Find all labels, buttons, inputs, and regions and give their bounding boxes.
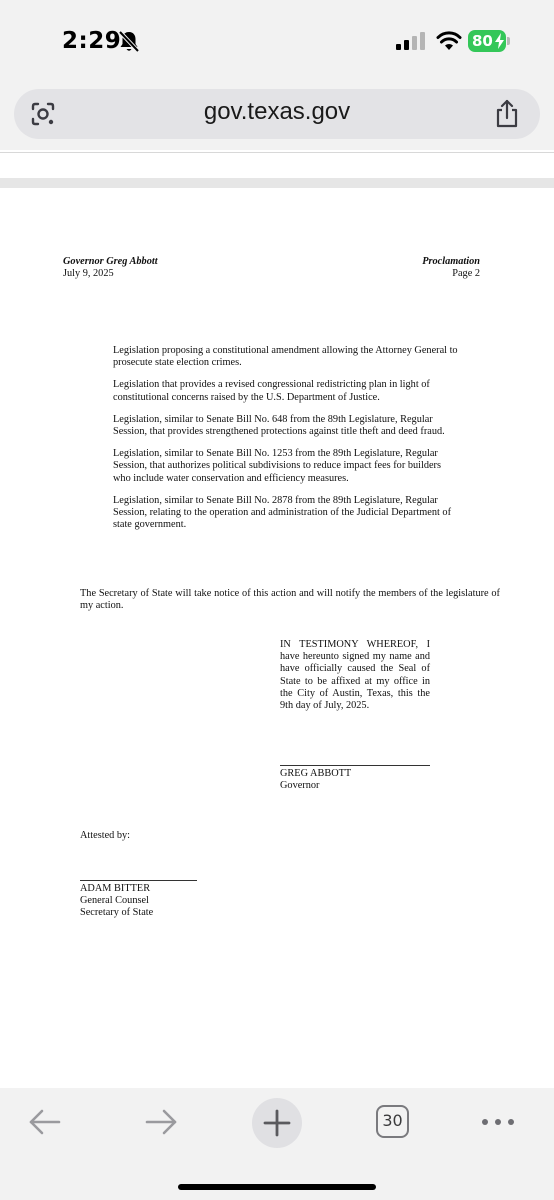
battery-bolt-icon: [495, 33, 504, 49]
document-type: Proclamation: [422, 256, 480, 267]
back-arrow-icon[interactable]: [28, 1107, 62, 1137]
secretary-signature-line: [80, 880, 197, 881]
secretary-title: General Counsel: [80, 895, 149, 907]
battery-cap: [507, 37, 510, 45]
legislation-item: Legislation proposing a constitutional amendment allowing the Attorney General to prosecute state election crimes.: [113, 345, 458, 369]
governor-name: GREG ABBOTT: [280, 768, 352, 779]
wifi-icon: [436, 30, 462, 52]
url-text[interactable]: gov.texas.gov: [203, 98, 351, 125]
legislation-item: Legislation, similar to Senate Bill No. 1253 from the 89th Legislature, Regular Session, that authorizes political subdivisions to reduce impact fees for builders who include water conservation and efficiency measures.: [113, 448, 441, 484]
home-indicator: [178, 1184, 376, 1190]
governor-header-name: Governor Greg Abbott: [63, 256, 158, 267]
header-left: [63, 256, 158, 280]
page-separator: [0, 178, 554, 188]
attested-label: Attested by:: [80, 830, 131, 841]
secretary-office: Secretary of State: [80, 907, 154, 919]
secretary-name: ADAM BITTER: [80, 883, 151, 894]
signal-icon: [396, 32, 426, 50]
document-date: July 9, 2025: [63, 268, 114, 280]
page-number: Page 2: [452, 268, 480, 280]
secretary-block: [80, 883, 153, 920]
legislation-item: Legislation, similar to Senate Bill No. 2878 from the 89th Legislature, Regular Session, relating to the operation and administration of the Judicial Department of state government.: [113, 494, 451, 531]
status-time: 2:29: [62, 28, 122, 54]
battery-level: 80: [472, 32, 493, 50]
governor-signature-line: [280, 765, 430, 766]
new-tab-button[interactable]: [252, 1098, 302, 1148]
battery-indicator: [468, 30, 506, 52]
legislation-item: Legislation, similar to Senate Bill No. 648 from the 89th Legislature, Regular Session, that provides strengthened protections against title theft and deed fraud.: [113, 413, 445, 438]
governor-title: Governor: [280, 780, 320, 791]
document-page: [0, 188, 554, 1088]
share-icon[interactable]: [494, 99, 520, 129]
plus-icon: [252, 1098, 302, 1148]
legislation-list: [113, 345, 458, 541]
previous-page-edge: [0, 152, 554, 178]
legislation-item: Legislation that provides a revised congressional redistricting plan in light of constitutional concerns raised by the U.S. Department of Justice.: [113, 379, 430, 403]
more-dots-icon[interactable]: [480, 1110, 516, 1134]
testimony-paragraph: IN TESTIMONY WHEREOF, I have hereunto signed my name and have officially caused the Seal of State to be affixed at my office in the City of Austin, Texas, this the 9th day of July, 2025.: [280, 639, 430, 712]
bell-slash-icon: [118, 30, 140, 54]
secretary-notice: The Secretary of State will take notice of this action and will notify the members of the legislature of my action.: [80, 588, 500, 612]
header-right: [422, 256, 480, 280]
tab-switcher-button[interactable]: 30: [376, 1105, 409, 1138]
forward-arrow-icon[interactable]: [144, 1107, 178, 1137]
